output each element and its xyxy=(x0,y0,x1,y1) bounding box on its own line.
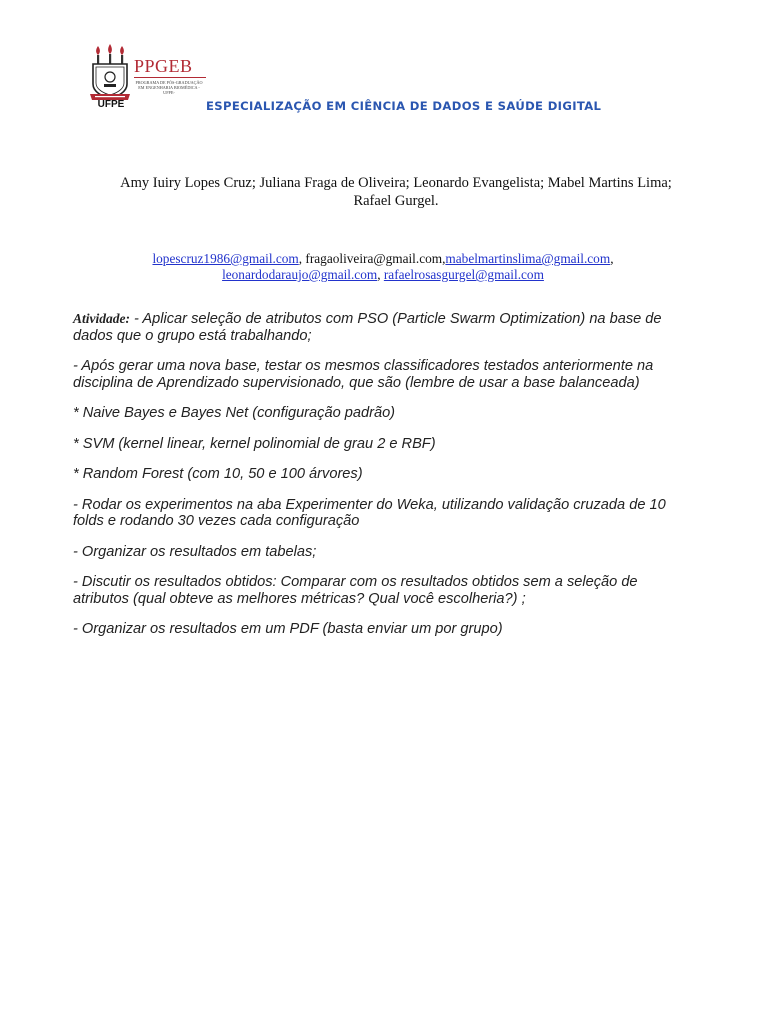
ppgeb-title: PPGEB xyxy=(134,56,193,76)
ufpe-label: UFPE xyxy=(97,99,125,110)
ppgeb-logotype xyxy=(134,56,214,95)
course-title: ESPECIALIZAÇÃO EM CIÊNCIA DE DADOS E SAÚDE DIGITAL xyxy=(206,99,602,113)
activity-intro-text: - Aplicar seleção de atributos com PSO (Particle Swarm Optimization) na base de dados que o grupo está trabalhando; xyxy=(73,311,662,344)
activity-item: - Organizar os resultados em um PDF (basta enviar um por grupo) xyxy=(73,621,503,637)
email-list xyxy=(100,251,666,283)
activity-item: - Organizar os resultados em tabelas; xyxy=(73,543,317,560)
email-separator: , xyxy=(298,251,306,266)
email-link-leonardodaraujo[interactable]: leonardodaraujo@gmail.com xyxy=(222,267,378,282)
activity-item: - Discutir os resultados obtidos: Comparar com os resultados obtidos sem a seleção de atributos (qual obteve as melhores métricas? Qual você escolheria?) ; xyxy=(73,574,638,607)
activity-section xyxy=(73,311,693,652)
activity-item: - Rodar os experimentos na aba Experimenter do Weka, utilizando validação cruzada de 10 folds e rodando 30 vezes cada configuração xyxy=(73,496,666,529)
ppgeb-subtitle: PROGRAMA DE PÓS-GRADUAÇÃO EM ENGENHARIA BIOMÉDICA -UFPE- xyxy=(135,80,203,95)
author-line-2: Rafael Gurgel. xyxy=(353,193,439,209)
activity-item: - Após gerar uma nova base, testar os mesmos classificadores testados anteriormente na disciplina de Aprendizado supervisionado, que são (lembre de usar a base balanceada) xyxy=(73,358,654,391)
activity-item: * Naive Bayes e Bayes Net (configuração padrão) xyxy=(73,405,396,421)
email-link-rafaelrosasgurgel[interactable]: rafaelrosasgurgel@gmail.com xyxy=(383,267,544,282)
email-separator: , xyxy=(442,251,446,266)
email-link-mabelmartinslima[interactable]: mabelmartinslima@gmail.com xyxy=(445,251,611,266)
email-separator: , xyxy=(377,267,384,282)
activity-label: Atividade: xyxy=(73,311,130,326)
activity-item: * SVM (kernel linear, kernel polinomial de grau 2 e RBF) xyxy=(73,435,436,452)
author-list xyxy=(96,174,696,210)
email-link-lopescruz[interactable]: lopescruz1986@gmail.com xyxy=(152,251,299,266)
activity-item: * Random Forest (com 10, 50 e 100 árvores) xyxy=(73,466,363,482)
ppgeb-divider xyxy=(134,77,206,78)
author-line-1: Amy Iuiry Lopes Cruz; Juliana Fraga de Oliveira; Leonardo Evangelista; Mabel Martins Lima; xyxy=(120,175,672,191)
email-text-fragaoliveira: fragaoliveira@gmail.com xyxy=(305,251,443,266)
activity-intro xyxy=(73,311,693,344)
email-separator: , xyxy=(610,251,614,266)
